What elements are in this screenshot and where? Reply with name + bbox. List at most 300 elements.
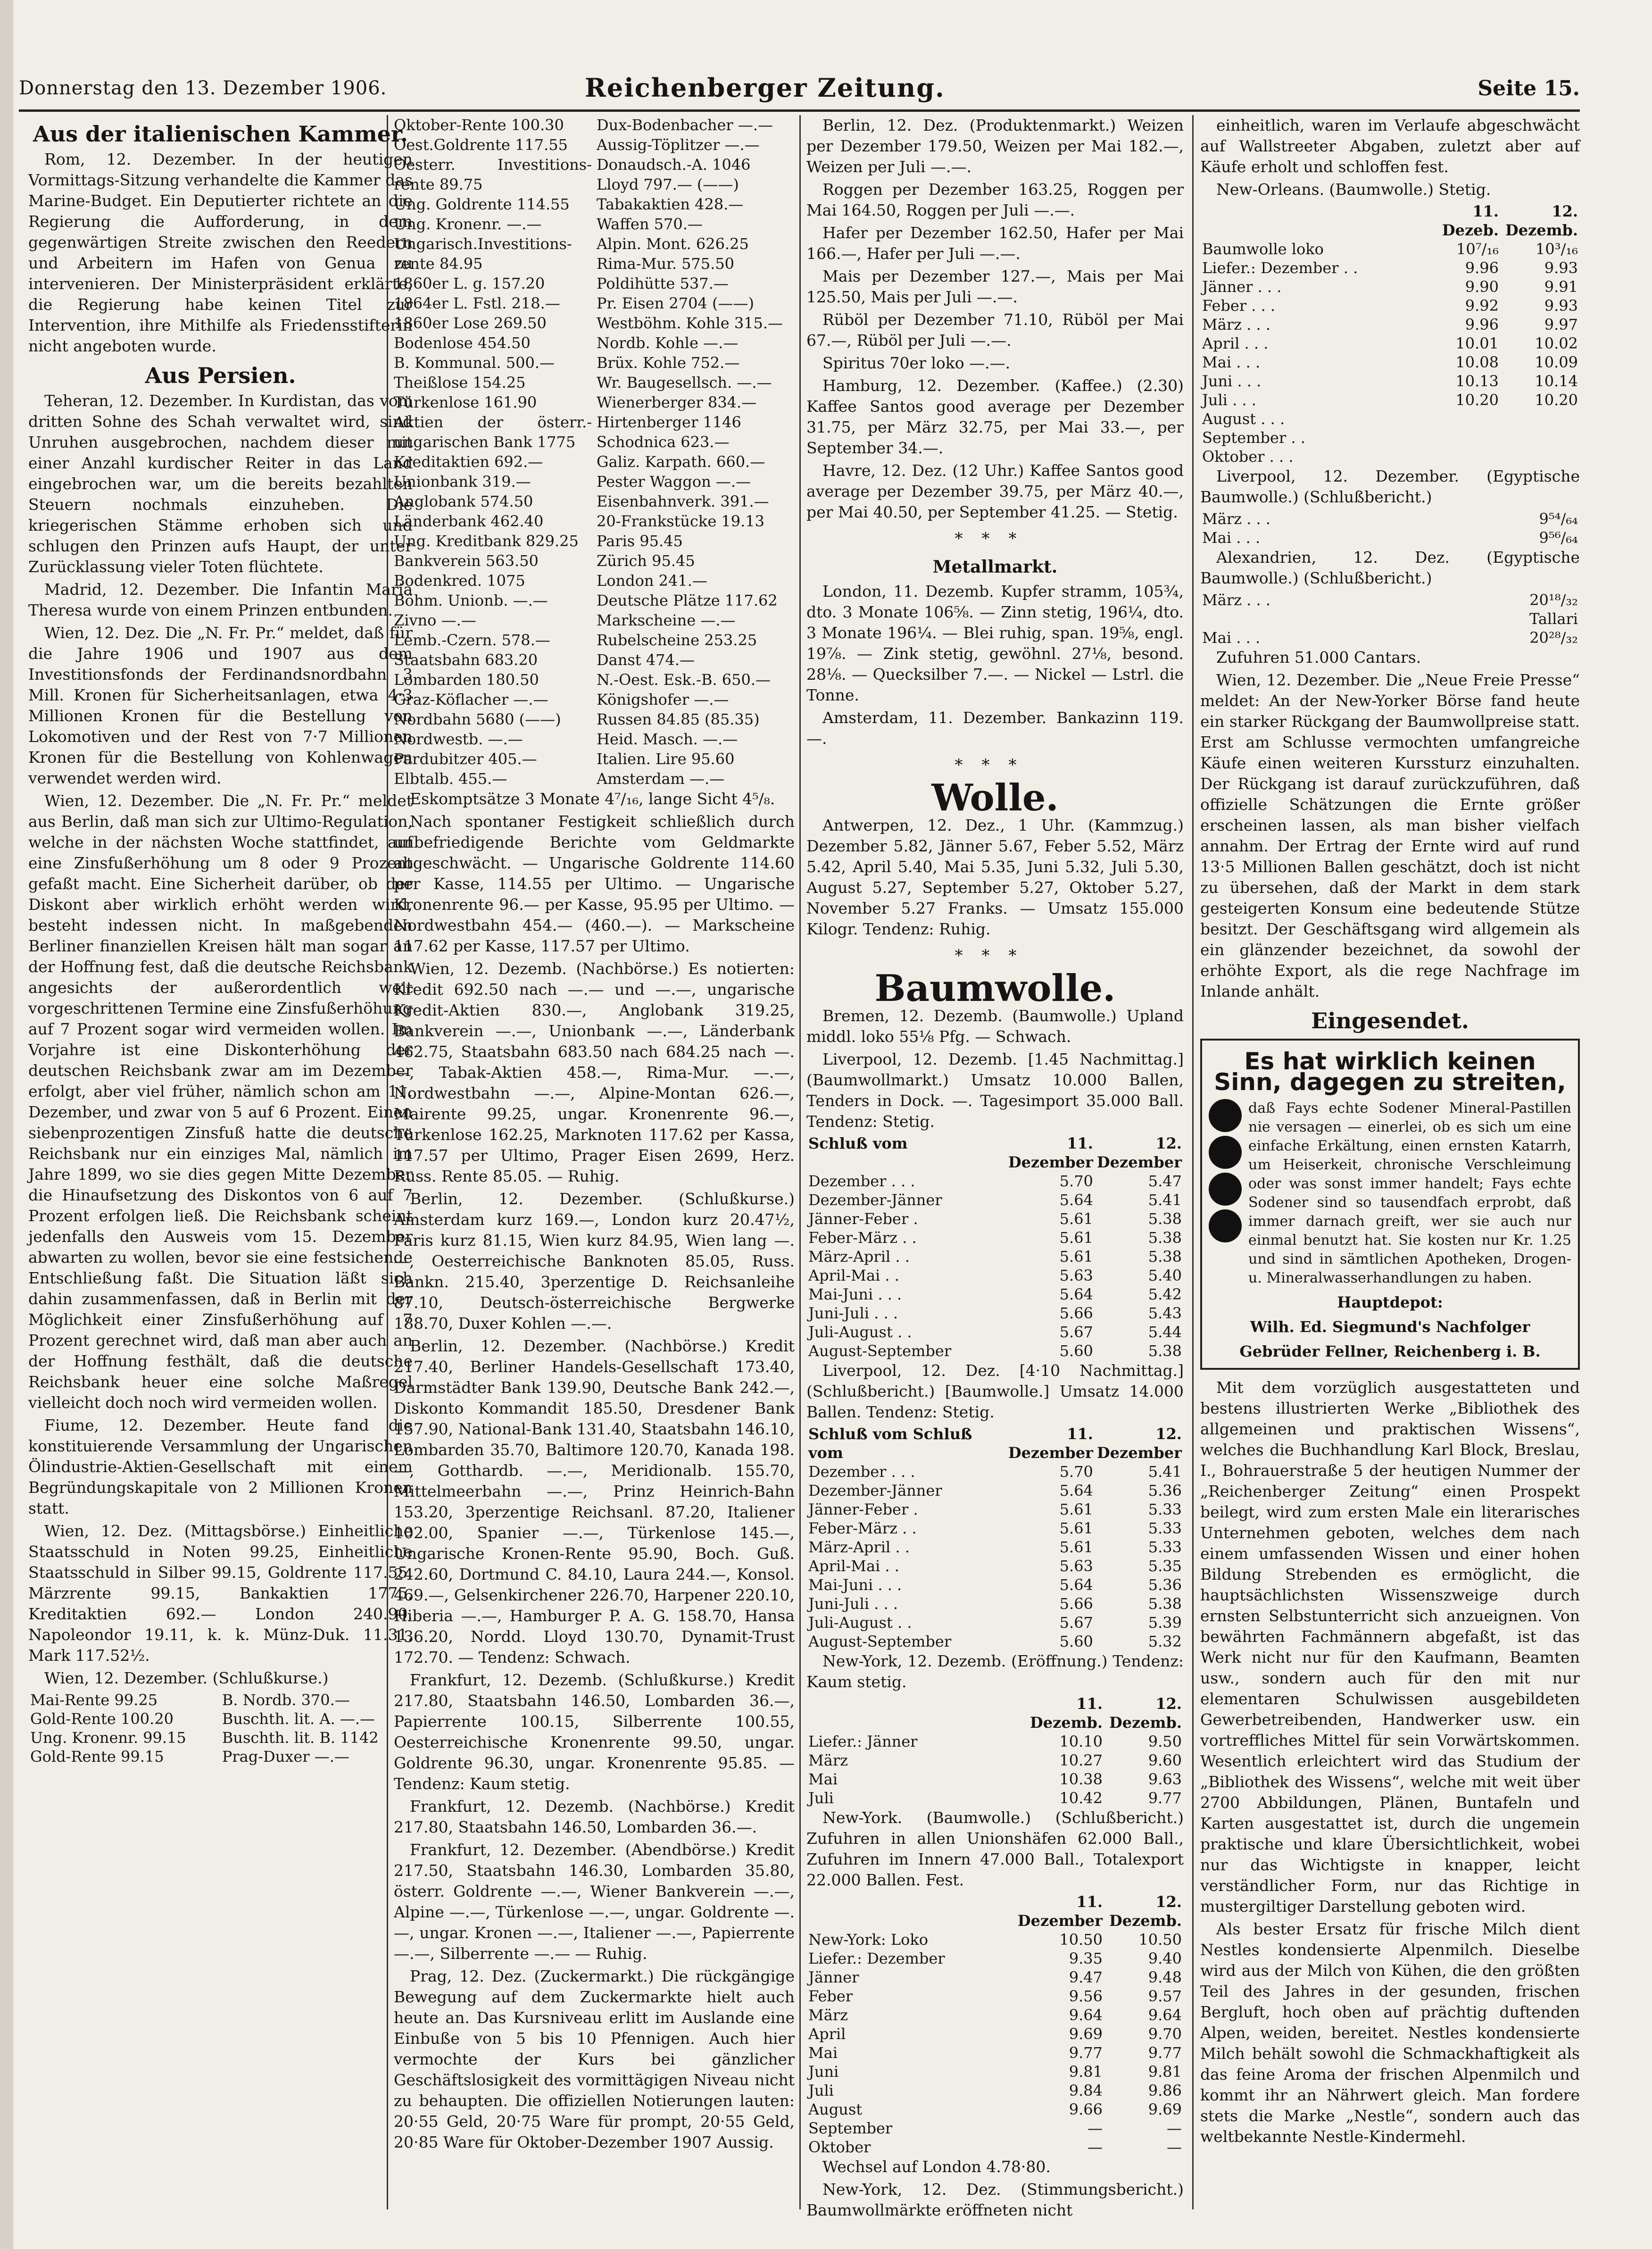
- table-cell: 5.36: [1148, 1482, 1182, 1499]
- table-cell: Feber-März . .: [808, 1229, 917, 1247]
- eskomptsaetze: Eskomptsätze 3 Monate 4⁷/₁₆, lange Sicht 4⁵/₈.: [410, 790, 775, 808]
- table-cell: 9.69: [1148, 2100, 1182, 2118]
- kurs-item: Bodenkred. 1075: [394, 572, 525, 590]
- kurs-item: Markscheine —.—: [597, 611, 736, 629]
- separator-stars: ***: [955, 529, 1036, 548]
- table-cell: 5.40: [1148, 1266, 1182, 1284]
- table-cell: 10.20: [1455, 391, 1499, 409]
- heading-persia: Aus Persien.: [145, 363, 296, 388]
- table-cell: September . .: [1202, 429, 1305, 447]
- column-3: [806, 115, 1184, 2219]
- table-row: [1200, 372, 1580, 391]
- table-cell: 10.02: [1535, 334, 1578, 352]
- heading-wolle: Wolle.: [931, 776, 1059, 819]
- article-havre-kaffee: Havre, 12. Dez. (12 Uhr.) Kaffee Santos good average per Dezember 39.75, per März 40.—, per Mai 40.50, per September 41.25. — Stetig.: [806, 461, 1184, 521]
- kurs-item: Ungarisch.Investitions-rente 84.95: [394, 235, 572, 273]
- table-cell: Jänner: [808, 1968, 859, 1986]
- table-row: [806, 2119, 1184, 2138]
- page-edge: [0, 0, 13, 2249]
- article-wien-mittagsboerse: Wien, 12. Dez. (Mittagsbörse.) Einheitliche Staatsschuld in Noten 99.25, Einheitliche Staatsschuld in Silber 99.15, Goldrente 117.55, Märzrente 99.15, Bankaktien 1775, Kreditaktien 692.— London 240.90, Napoleondor 19.11, k. k. Münz-Duk. 11.31, Mark 117.52½.: [28, 1522, 413, 1665]
- table-row: [1200, 353, 1580, 372]
- table-cell: Dezember . . .: [808, 1172, 915, 1190]
- table-cell: 9.35: [1069, 1949, 1103, 1967]
- article-wien-baumwolle: Wien, 12. Dezember. Die „Neue Freie Presse“ meldet: An der New-Yorker Börse fand heute ein starker Rückgang der Baumwollpreise statt. Erst am Schlusse vermochten umfangreiche Käufe einen weiteren Kurssturz einzuhalten. Der Rückgang ist darauf zurückzuführen, daß offizielle Schätzungen die Ernte größer erscheinen lassen, als man bisher vielfach annahm. Der Ertrag der Ernte wird auf rund 13·5 Millionen Ballen geschätzt, doch ist nicht zu übersehen, daß der Markt in dem stark gesteigerten Konsum eine bedeutende Stütze besitzt. Der Geschäftsgang wird allgemein als ein glänzender bezeichnet, da sowohl der erhöhte Export, als die rege Nachfrage im Inlande anhält.: [1200, 671, 1580, 1000]
- table-cell: 20²⁸/₃₂: [1529, 629, 1578, 647]
- header-rule: [19, 109, 1580, 112]
- table-cell: 10.10: [1059, 1733, 1103, 1750]
- table-cell: [1421, 447, 1501, 466]
- table-header-cell: [806, 1892, 1016, 1930]
- column-divider: [1192, 115, 1194, 2209]
- table-cell: 9.93: [1544, 259, 1578, 277]
- kurs-item: 1864er L. Fstl. 218.—: [394, 294, 560, 312]
- table-row: [806, 1613, 1184, 1632]
- ad-depot-line-1: Wilh. Ed. Siegmund's Nachfolger: [1250, 1318, 1530, 1336]
- column-4: [1200, 115, 1580, 2209]
- table-row: [806, 1557, 1184, 1575]
- table-cell: 9.86: [1148, 2082, 1182, 2099]
- kurs-item: Länderbank 462.40: [394, 512, 544, 530]
- table-cell: 20¹⁸/₃₂ Tallari: [1529, 591, 1578, 628]
- table-row: [1200, 628, 1580, 647]
- table-cell: Jänner . . .: [1202, 278, 1282, 296]
- table-row: [1200, 447, 1580, 466]
- table-cell: 5.47: [1148, 1172, 1182, 1190]
- table-cell: 9.40: [1148, 1949, 1182, 1967]
- liverpool-table-2: [806, 1424, 1184, 1651]
- spiritus: Spiritus 70er loko —.—.: [822, 354, 1011, 372]
- kurs-item: Türkenlose 161.90: [394, 393, 537, 411]
- table-row: [1200, 334, 1580, 353]
- table-cell: Mai: [808, 2044, 838, 2062]
- kurs-item: Italien. Lire 95.60: [597, 750, 735, 768]
- table-cell: 9.96: [1465, 316, 1499, 333]
- table-cell: 9.64: [1148, 2006, 1182, 2024]
- table-cell: 5.38: [1148, 1595, 1182, 1613]
- table-cell: 5.61: [1059, 1500, 1093, 1518]
- table-row: [1200, 315, 1580, 334]
- table-cell: Mai . . .: [1202, 529, 1261, 547]
- table-row: [806, 1575, 1184, 1594]
- table-row: [806, 1481, 1184, 1500]
- table-row: [1200, 258, 1580, 277]
- page-header: [19, 71, 1580, 108]
- table-cell: 5.35: [1148, 1557, 1182, 1575]
- kurs-item: N.-Oest. Esk.-B. 650.—: [597, 671, 771, 689]
- kurs-item: Elbtalb. 455.—: [394, 770, 507, 788]
- alexandrien-table: [1200, 591, 1580, 647]
- table-cell: Mai: [808, 1770, 838, 1788]
- article-prag-zuckermarkt: Prag, 12. Dez. (Zuckermarkt.) Die rückgängige Bewegung auf dem Zuckermarkte hielt auch heute an. Das Kursniveau erlitt im Auslande eine Einbuße von 5 bis 10 Pfennigen. Auch hier vermochte der Kurs bei gänzlicher Geschäftslosigkeit des vormittägigen Niveau nicht zu behaupten. Die offiziellen Notierungen lauten: 20·55 Geld, 20·75 Ware für prompt, 20·55 Geld, 20·85 Ware für Oktober-Dezember 1907 Aussig.: [394, 1967, 795, 2151]
- article-berlin-nachboerse: Berlin, 12. Dezember. (Nachbörse.) Kredit 217.40, Berliner Handels-Gesellschaft 173.40, Darmstädter Bank 139.90, Deutsche Bank 242.—, Diskonto Kommandit 185.50, Dresdener Bank 157.90, National-Bank 131.40, Staatsbahn 146.10, Lombarden 35.70, Baltimore 120.70, Kanada 198.—, Gotthardb. —.—, Meridionalb. 155.70, Mittelmeerbahn —.—, Prinz Heinrich-Bahn 153.20, 3perzentige Reichsanl. 87.20, Italiener 102.00, Spanier —.—, Türkenlose 145.—, Ungarische Kronen-Rente 95.90, Boch. Guß. 242.60, Dortmund C. 84.10, Laura 244.—, Konsol. 469.—, Gelsenkirchener 226.70, Harpener 220.10, Hiberia —.—, Hamburger P. A. G. 158.70, Hansa 136.20, Nordd. Lloyd 130.70, Dynamit-Trust 172.70. — Tendenz: Schwach.: [394, 1337, 795, 1666]
- article-alexandrien: Alexandrien, 12. Dez. (Egyptische Baumwolle.) (Schlußbericht.): [1200, 548, 1580, 587]
- table-header-cell: 12. Dezember: [1096, 1134, 1182, 1171]
- table-cell: Feber-März . .: [808, 1519, 917, 1537]
- table-cell: 9.70: [1148, 2025, 1182, 2043]
- table-cell: Liefer.: Dezember . .: [1202, 259, 1358, 277]
- roggen: Roggen per Dezember 163.25, Roggen per Mai 164.50, Roggen per Juli —.—.: [806, 180, 1184, 219]
- kurs-item: 1860er Lose 269.50: [394, 314, 547, 332]
- table-cell: 10.14: [1535, 372, 1578, 390]
- table-cell: 5.33: [1148, 1538, 1182, 1556]
- table-row: [806, 1247, 1184, 1266]
- column-divider: [799, 115, 801, 2209]
- table-cell: 9.90: [1465, 278, 1499, 296]
- advertisement-sodener: [1200, 1039, 1580, 1370]
- kurs-item: Graz-Köflacher —.—: [394, 691, 548, 708]
- kurs-item: Dux-Bodenbacher —.—: [597, 116, 773, 134]
- table-cell: 9.56: [1069, 1987, 1103, 2005]
- table-cell: Oktober . . .: [1202, 448, 1294, 466]
- kurs-item: Ung. Kronenr. —.—: [394, 215, 542, 233]
- article-liverpool-1: Liverpool, 12. Dezemb. [1.45 Nachmittag.] (Baumwollmarkt.) Umsatz 10.000 Ballen, Tenders in Dock. —. Tagesimport 35.000 Ball. Tendenz: Stetig.: [806, 1050, 1184, 1131]
- table-row: [1200, 391, 1580, 409]
- table-cell: 5.66: [1059, 1595, 1093, 1613]
- kurs-item: Zürich 95.45: [597, 552, 695, 570]
- article-frankfurt-schlusskurse: Frankfurt, 12. Dezemb. (Schlußkurse.) Kredit 217.80, Staatsbahn 146.50, Lombarden 36.—, Papierrente 100.15, Silberrente 100.55, Oesterreichische Kronenrente 99.50, ungar. Goldrente 96.30, ungar. Kronenrente 95.85. — Tendenz: Kaum stetig.: [394, 1671, 795, 1793]
- pastille-icon: [1209, 1136, 1242, 1169]
- ad-depot-label: Hauptdepot:: [1337, 1293, 1443, 1311]
- table-cell: 9⁵⁴/₆₄: [1539, 510, 1578, 528]
- table-cell: Jänner-Feber .: [808, 1210, 918, 1228]
- kurs-item: Alpin. Mont. 626.25: [597, 235, 749, 253]
- article-bremen: Bremen, 12. Dezemb. (Baumwolle.) Upland middl. loko 55⅛ Pfg. — Schwach.: [806, 1007, 1184, 1046]
- kurs-item: Danst 474.—: [597, 651, 695, 669]
- kurs-item: Kreditaktien 692.—: [394, 453, 543, 471]
- kurs-item: Theißlose 154.25: [394, 374, 526, 391]
- article-berlin-produkte: Berlin, 12. Dez. (Produktenmarkt.) Weizen per Dezember 179.50, Weizen per Mai 182.—, Weizen per Juli —.—.: [806, 116, 1184, 176]
- table-cell: 5.70: [1059, 1463, 1093, 1481]
- kurs-item: Nordwestb. —.—: [394, 730, 523, 748]
- table-row: [806, 1519, 1184, 1538]
- article-liverpool-2: Liverpool, 12. Dez. [4·10 Nachmittag.] (Schlußbericht.) [Baumwolle.] Umsatz 14.000 Ballen. Tendenz: Stetig.: [806, 1361, 1184, 1421]
- table-cell: [1501, 428, 1580, 447]
- table-header-cell: [1200, 202, 1421, 240]
- table-cell: Mai . . .: [1202, 629, 1261, 647]
- rueboel: Rüböl per Dezember 71.10, Rüböl per Mai 67.—, Rüböl per Juli —.—.: [806, 310, 1184, 350]
- kurs-item: Oesterr. Investitions-rente 89.75: [394, 156, 592, 193]
- table-cell: Juni . . .: [1202, 372, 1262, 390]
- pastille-icon: [1209, 1099, 1242, 1132]
- kurs-item: 20-Frankstücke 19.13: [597, 512, 765, 530]
- table-cell: Juli-August . .: [808, 1323, 912, 1341]
- table-cell: 5.38: [1148, 1229, 1182, 1247]
- table-cell: 9.81: [1069, 2063, 1103, 2081]
- table-cell: [1421, 409, 1501, 428]
- table-row: [806, 2024, 1184, 2043]
- ad-headline: Es hat wirklich keinen Sinn, dagegen zu streiten,: [1214, 1048, 1566, 1096]
- table-cell: 9.64: [1069, 2006, 1103, 2024]
- heading-metallmarkt: Metallmarkt.: [932, 557, 1058, 577]
- kurs-item: Rima-Mur. 575.50: [597, 255, 735, 273]
- table-cell: August . . .: [1202, 410, 1285, 428]
- ad-text: daß Fays echte Sodener Mineral-Pastillen nie versagen — einerlei, ob es sich um eine einfache Erkältung, einen ernsten Katarrh, um Heiserkeit, chronische Verschleimung oder was sonst immer handelt; Fays echte Sodener sind so tausendfach erprobt, daß immer darnach greift, wer sie auch nur einmal benutzt hat. Sie kosten nur Kr. 1.25 und sind in sämtlichen Apotheken, Drogen- u. Mineralwasserhandlungen zu haben.: [1248, 1100, 1571, 1286]
- table-cell: Mai-Juni . . .: [808, 1576, 902, 1594]
- table-header-row: [806, 1424, 1184, 1462]
- table-cell: 5.61: [1059, 1538, 1093, 1556]
- table-cell: Juni-Juli . . .: [808, 1595, 898, 1613]
- kurs-item: Schodnica 623.—: [597, 433, 730, 451]
- kurs-item: Tabakaktien 428.—: [597, 195, 744, 213]
- article-persia: Teheran, 12. Dezember. In Kurdistan, das vom dritten Sohne des Schah verwaltet wird, sind Unruhen ausgebrochen, nachdem dieser mit einer Anzahl kurdischer Reiter in das Land eingebrochen war, um die bereits bezahlten Steuern nochmals einzuheben. Die kriegerischen Stämme erhoben sich und schlugen den Prinzen aufs Haupt, der unter Zurücklassung vieler Toten flüchtete.: [28, 391, 413, 576]
- table-cell: 9.48: [1148, 1968, 1182, 1986]
- table-cell: Liefer.: Jänner: [808, 1733, 918, 1750]
- table-row: [806, 1462, 1184, 1481]
- kurs-item: Nordb. Kohle —.—: [597, 334, 739, 352]
- header-date: Donnerstag den 13. Dezember 1906.: [19, 77, 387, 99]
- kurs-item: Eisenbahnverk. 391.—: [597, 492, 769, 510]
- table-header-row: [806, 1694, 1184, 1732]
- table-cell: 10.08: [1455, 353, 1499, 371]
- article-newyork-eroeffnung: New-York, 12. Dezemb. (Eröffnung.) Tendenz: Kaum stetig.: [806, 1652, 1184, 1691]
- table-cell: 5.64: [1059, 1576, 1093, 1594]
- table-cell: 5.66: [1059, 1304, 1093, 1322]
- table-cell: März-April . .: [808, 1538, 910, 1556]
- table-row: [1200, 409, 1580, 428]
- table-cell: 5.64: [1059, 1191, 1093, 1209]
- table-cell: April-Mai . .: [808, 1266, 899, 1284]
- article-frankfurt-nachboerse: Frankfurt, 12. Dezemb. (Nachbörse.) Kredit 217.80, Staatsbahn 146.50, Lombarden 36.—.: [394, 1797, 795, 1836]
- table-cell: 9.66: [1069, 2100, 1103, 2118]
- table-header-row: [806, 1892, 1184, 1930]
- article-hamburg-kaffee: Hamburg, 12. Dezember. (Kaffee.) (2.30) Kaffee Santos good average per Dezember 31.75, per März 32.75, per Mai 33.—, per September 34.—.: [806, 376, 1184, 457]
- table-cell: 9.92: [1465, 297, 1499, 315]
- kurs-item: Staatsbahn 683.20: [394, 651, 538, 669]
- table-cell: Dezember-Jänner: [808, 1191, 942, 1209]
- hafer: Hafer per Dezember 162.50, Hafer per Mai 166.—, Hafer per Juli —.—.: [806, 224, 1184, 263]
- table-row: [806, 1732, 1184, 1751]
- kurs-item: Galiz. Karpath. 660.—: [597, 453, 765, 471]
- table-cell: März . . .: [1202, 316, 1271, 333]
- kurs-item: Pardubitzer 405.—: [394, 750, 537, 768]
- table-header-cell: 12. Dezemb.: [1109, 1893, 1182, 1930]
- kurs-item: Amsterdam —.—: [597, 770, 725, 788]
- article-newyork-stimmung: New-York, 12. Dez. (Stimmungsbericht.) Baumwollmärkte eröffneten nicht: [806, 2180, 1184, 2219]
- page-number: Seite 15.: [1478, 76, 1580, 100]
- newspaper-title: Reichenberger Zeitung.: [585, 73, 945, 103]
- table-cell: 5.70: [1059, 1172, 1093, 1190]
- table-cell: Mai . . .: [1202, 353, 1261, 371]
- kurs-item: Pester Waggon —.—: [597, 473, 751, 491]
- kurs-item: Wienerberger 834.—: [597, 393, 757, 411]
- table-row: [806, 1266, 1184, 1285]
- kurs-item: Königshofer —.—: [597, 691, 729, 708]
- table-cell: März: [808, 1751, 848, 1769]
- kurs-item: Lloyd 797.— (——): [597, 175, 739, 193]
- table-cell: August-September: [808, 1342, 952, 1360]
- table-cell: Dezember . . .: [808, 1463, 915, 1481]
- table-row: [1200, 591, 1580, 628]
- table-cell: 5.38: [1148, 1248, 1182, 1266]
- article-wien-nachboerse: Wien, 12. Dezemb. (Nachbörse.) Es notierten: Kredit 692.50 nach —.— und —.—, ungarische Kredit-Aktien 830.—, Anglobank 319.25, Bankverein —.—, Unionbank —.—, Länderbank 462.75, Staatsbahn 683.50 nach 684.25 nach —.—, Tabak-Aktien 458.—, Rima-Mur. —.—, Nordwestbahn —.—, Alpine-Montan 626.—, Mairente 99.25, ungar. Kronenrente 96.—, Türkenlose 162.25, Marknoten 117.62 per Kassa, 117.57 per Ultimo, Prager Eisen 2699, Herz. Russ. Rente 85.05. — Ruhig.: [394, 959, 795, 1185]
- newyork-table-2: [806, 1892, 1184, 2157]
- kurs-item: Unionbank 319.—: [394, 473, 531, 491]
- kurs-item: Poldihütte 537.—: [597, 275, 729, 292]
- table-cell: [1421, 428, 1501, 447]
- article-nestle: Als bester Ersatz für frische Milch dient Nestles kondensierte Alpenmilch. Dieselbe wird aus der Milch von Kühen, die den größten Teil des Jahres in der gesunden, frischen Bergluft, hoch oben auf prächtig duftenden Alpen, weiden, bereitet. Nestles kondensierte Milch behält sowohl die Schmackhaftigkeit als das feine Aroma der frischen Alpenmilch und kommt ihr an Nährwert gleich. Man fordere stets die Marke „Nestle“, sondern auch das weltbekannte Nestle-Kindermehl.: [1200, 1920, 1580, 2146]
- table-cell: Mai-Juni . . .: [808, 1285, 902, 1303]
- table-cell: 5.41: [1148, 1191, 1182, 1209]
- table-row: [806, 1751, 1184, 1770]
- article-bibliothek: Mit dem vorzüglich ausgestatteten und bestens illustrierten Werke „Bibliothek des allgemeinen und praktischen Wissens“, welches die Buchhandlung Karl Block, Breslau, I., Bohrauerstraße 5 der heutigen Nummer der „Reichenberger Zeitung“ einen Prospekt beilegt, wird zum ersten Male ein literarisches Unternehmen geboten, welches dem nach einem umfassenden Wissen und einer hohen Bildung Strebenden es ermöglicht, die hauptsächlichsten Wissenszweige durch ernsten Selbstunterricht sich anzueignen. Von bewährten Fachmännern abgefaßt, ist das Werk nicht nur für den Kaufmann, Beamten usw., sondern auch für den mit nur elementaren Schulwissen ausgebildeten Gewerbetreibenden, Handwerker usw. ein vortreffliches Mittel für sein Vorwärtskommen. Wesentlich erleichtert wird das Studium der „Bibliothek des Wissens“, welche mit weit über 2700 Abbildungen, Plänen, Buntafeln und Karten ausgestattet ist, durch die ungemein praktische und klare Übersichtlichkeit, wobei nur das Wichtigste in knapper, leicht verständlicher Form, nur das Richtige in mustergiltiger Darstellung geboten wird.: [1200, 1378, 1580, 1916]
- table-cell: Jänner-Feber .: [808, 1500, 918, 1518]
- kurs-item: Russen 84.85 (85.35): [597, 710, 760, 728]
- table-row: [806, 1323, 1184, 1341]
- table-cell: 5.60: [1059, 1633, 1093, 1650]
- table-row: [806, 1987, 1184, 2006]
- table-cell: 5.33: [1148, 1519, 1182, 1537]
- table-cell: Liefer.: Dezember: [808, 1949, 945, 1967]
- table-cell: März: [808, 2006, 848, 2024]
- kurs-item: B. Kommunal. 500.—: [394, 354, 555, 372]
- kurs-item: Waffen 570.—: [597, 215, 703, 233]
- heading-eingesendet: Eingesendet.: [1311, 1008, 1469, 1033]
- table-cell: September: [808, 2119, 893, 2137]
- article-madrid: Madrid, 12. Dezember. Die Infantin Maria Theresa wurde von einem Prinzen entbunden.: [28, 580, 413, 619]
- table-cell: 9.60: [1148, 1751, 1182, 1769]
- table-cell: April-Mai . .: [808, 1557, 899, 1575]
- table-header-cell: 11. Dezember: [1017, 1893, 1103, 1930]
- zufuhren: Zufuhren 51.000 Cantars.: [1216, 648, 1421, 666]
- article-neworleans: New-Orleans. (Baumwolle.) Stetig.: [1216, 180, 1491, 199]
- table-row: [806, 2100, 1184, 2119]
- article-wien-nordbahn: Wien, 12. Dez. Die „N. Fr. Pr.“ meldet, daß für die Jahre 1906 und 1907 aus dem Investitionsfonds der Ferdinandsnordbahn 3 Mill. Kronen für Sicherheitsanlagen, etwa 4·3 Millionen Kronen für die Bestellung von Lokomotiven und der Rest von 7·7 Millionen Kronen für die Bestellung von Kohlenwagen verwendet werden wird.: [28, 624, 413, 787]
- table-cell: 10.01: [1455, 334, 1499, 352]
- kurs-item: Böhm. Unionb. —.—: [394, 591, 548, 609]
- table-row: Gold-Rente 100.20 Buschth. lit. A. —.—: [30, 1710, 375, 1728]
- article-frankfurt-abendboerse: Frankfurt, 12. Dezember. (Abendbörse.) Kredit 217.50, Staatsbahn 146.30, Lombarden 35.80, österr. Goldrente —.—, Wiener Bankverein —.—, Alpine —.—, Türkenlose —.—, ungar. Goldrente —.—, ungar. Kronen —.—, Italiener —.—, Papierrente —.—, Silberrente —.— — Ruhig.: [394, 1841, 795, 1963]
- table-cell: Juni-Juli . . .: [808, 1304, 898, 1322]
- kurs-item: Oest.Goldrente 117.55: [394, 136, 568, 154]
- kurs-item: Wr. Baugesellsch. —.—: [597, 374, 772, 391]
- table-cell: Baumwolle loko: [1202, 240, 1324, 258]
- table-cell: August: [808, 2100, 863, 2118]
- table-row: [806, 2062, 1184, 2081]
- liverpool-table-1: [806, 1134, 1184, 1360]
- article-wien-abend: Nach spontaner Festigkeit schließlich durch unbefriedigende Berichte vom Geldmarkte abgeschwächt. — Ungarische Goldrente 114.60 per Kasse, 114.55 per Ultimo. — Ungarische Kronenrente 96.— per Kasse, 95.95 per Ultimo. — Nordwestbahn 454.— (460.—). — Markscheine 117.62 per Kasse, 117.57 per Ultimo.: [394, 812, 795, 955]
- kursliste-right: [597, 115, 795, 789]
- table-cell: 5.61: [1059, 1210, 1093, 1228]
- table-cell: 5.43: [1148, 1304, 1182, 1322]
- table-cell: 10.42: [1059, 1789, 1103, 1807]
- table-cell: 9.57: [1148, 1987, 1182, 2005]
- table-cell: 9.50: [1148, 1733, 1182, 1750]
- table-header-cell: 12. Dezemb.: [1109, 1695, 1182, 1732]
- table-cell: April: [808, 2025, 846, 2043]
- table-cell: 5.38: [1148, 1342, 1182, 1360]
- table-cell: 5.63: [1059, 1557, 1093, 1575]
- table-cell: Juli-August . .: [808, 1614, 912, 1632]
- wien-kursliste: [394, 115, 795, 789]
- table-row: [806, 2138, 1184, 2157]
- table-cell: 5.61: [1059, 1248, 1093, 1266]
- kurs-item: Bankverein 563.50: [394, 552, 539, 570]
- table-cell: 5.63: [1059, 1266, 1093, 1284]
- table-cell: August-September: [808, 1633, 952, 1650]
- table-cell: 9.97: [1544, 316, 1578, 333]
- table-row: [806, 1209, 1184, 1228]
- table-cell: 5.67: [1059, 1323, 1093, 1341]
- article-liverpool-egypt: Liverpool, 12. Dezember. (Egyptische Baumwolle.) (Schlußbericht.): [1200, 467, 1580, 506]
- article-newyork-schluss: New-York. (Baumwolle.) (Schlußbericht.) Zufuhren in allen Unionshäfen 62.000 Ball., Zufuhren im Innern 47.000 Ball., Totalexport 22.000 Ballen. Fest.: [806, 1808, 1184, 1889]
- table-row: [806, 1304, 1184, 1323]
- kurs-item: Deutsche Plätze 117.62: [597, 591, 778, 609]
- table-cell: 10.13: [1455, 372, 1499, 390]
- table-cell: 5.39: [1148, 1614, 1182, 1632]
- wechsel-london: Wechsel auf London 4.78·80.: [822, 2157, 1051, 2176]
- table-row: [806, 1285, 1184, 1304]
- table-cell: 10.50: [1138, 1931, 1182, 1949]
- table-row: Gold-Rente 99.15 Prag-Duxer —.—: [30, 1748, 349, 1766]
- table-cell: Juli: [808, 1789, 834, 1807]
- table-header-cell: Schluß vom: [808, 1134, 908, 1152]
- table-cell: 9⁵⁶/₆₄: [1539, 529, 1578, 547]
- kurs-item: Brüx. Kohle 752.—: [597, 354, 740, 372]
- kurs-item: Westböhm. Kohle 315.—: [597, 314, 783, 332]
- table-cell: Feber: [808, 1987, 853, 2005]
- table-cell: New-York: Loko: [808, 1931, 929, 1949]
- article-antwerpen: Antwerpen, 12. Dez., 1 Uhr. (Kammzug.) Dezember 5.82, Jänner 5.67, Feber 5.52, März 5.42, April 5.40, Mai 5.35, Juni 5.32, Juli 5.30, August 5.27, September 5.27, Oktober 5.27, November 5.27 Franks. — Umsatz 155.000 Kilogr. Tendenz: Ruhig.: [806, 816, 1184, 938]
- pastille-icon: [1209, 1173, 1242, 1206]
- table-cell: 9.47: [1069, 1968, 1103, 1986]
- newyork-table-1: [806, 1694, 1184, 1808]
- table-cell: 5.61: [1059, 1519, 1093, 1537]
- kurs-item: Rubelscheine 253.25: [597, 631, 757, 649]
- table-cell: März . . .: [1202, 591, 1271, 609]
- table-row: [806, 2043, 1184, 2062]
- table-cell: Oktober: [808, 2138, 871, 2156]
- table-cell: 5.38: [1148, 1210, 1182, 1228]
- mais: Mais per Dezember 127.—, Mais per Mai 125.50, Mais per Juli —.—.: [806, 267, 1184, 306]
- table-row: [806, 1632, 1184, 1651]
- article-newyork-stimmung-cont: einheitlich, waren im Verlaufe abgeschwächt auf Wallstreeter Abgaben, zuletzt aber auf Käufe erholt und schloffen fest.: [1200, 116, 1580, 176]
- column-2: [394, 115, 795, 2209]
- table-row: [806, 1191, 1184, 1209]
- table-header-cell: 11. Dezeb.: [1442, 202, 1499, 239]
- table-cell: 9.93: [1544, 297, 1578, 315]
- column-1: [28, 115, 413, 2209]
- table-cell: —: [1167, 2119, 1182, 2137]
- table-cell: Juli: [808, 2082, 834, 2099]
- kurs-item: Lombarden 180.50: [394, 671, 539, 689]
- table-cell: 9.77: [1148, 1789, 1182, 1807]
- table-cell: 10.20: [1535, 391, 1578, 409]
- table-cell: 9.96: [1465, 259, 1499, 277]
- table-cell: 5.64: [1059, 1482, 1093, 1499]
- table-cell: 9.91: [1544, 278, 1578, 296]
- table-header-row: [806, 1134, 1184, 1172]
- kurs-item: London 241.—: [597, 572, 707, 590]
- table-row: [1200, 428, 1580, 447]
- table-cell: 5.41: [1148, 1463, 1182, 1481]
- table-row: [806, 1930, 1184, 1949]
- pastille-icon: [1209, 1209, 1242, 1242]
- table-cell: Juli . . .: [1202, 391, 1256, 409]
- table-header-cell: 11. Dezember: [1008, 1425, 1093, 1462]
- table-cell: —: [1167, 2138, 1182, 2156]
- separator-stars: ***: [955, 756, 1036, 775]
- article-italy: Rom, 12. Dezember. In der heutigen Vormittags-Sitzung verhandelte die Kammer das Marine-Budget. Ein Deputierter richtete an die Regierung die Aufforderung, in dem gegenwärtigen Streite zwischen den Reedern und Arbeitern im Hafen von Genua zu intervenieren. Der Ministerpräsident erklärte, die Regierung habe keinen Titel zur Intervention, ihre Mithilfe als Friedensstifterin nicht angeboten wurde.: [28, 150, 413, 355]
- table-cell: 5.32: [1148, 1633, 1182, 1650]
- table-cell: 5.36: [1148, 1576, 1182, 1594]
- table-row: [806, 1500, 1184, 1519]
- table-cell: 10.38: [1059, 1770, 1103, 1788]
- table-header-cell: [806, 1694, 1025, 1732]
- kurs-item: Zivno —.—: [394, 611, 476, 629]
- table-row: [806, 1341, 1184, 1360]
- table-cell: 10.09: [1535, 353, 1578, 371]
- separator-stars: ***: [955, 946, 1036, 965]
